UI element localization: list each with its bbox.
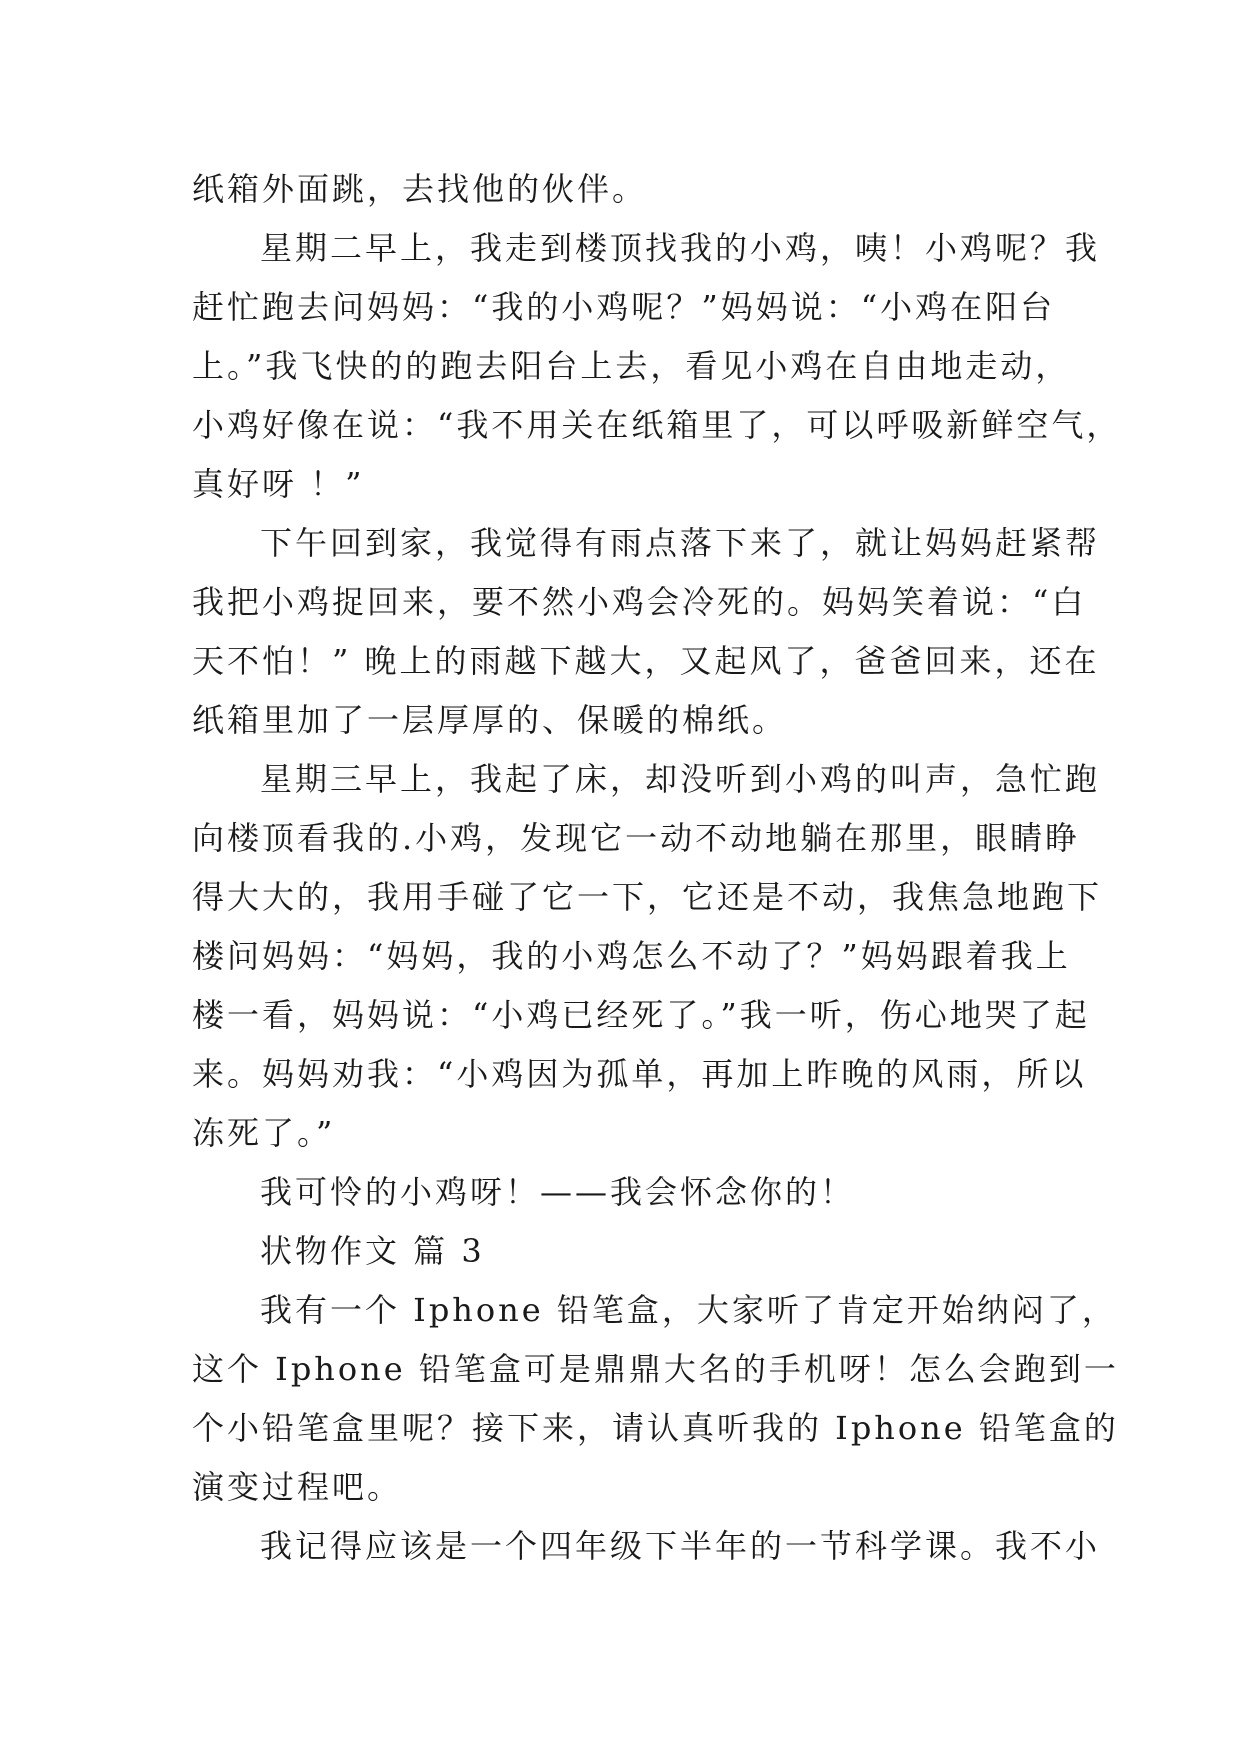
text-line: 这个 Iphone 铅笔盒可是鼎鼎大名的手机呀！怎么会跑到一: [192, 1350, 1119, 1388]
text-line: 星期三早上，我起了床，却没听到小鸡的叫声，急忙跑: [260, 760, 1101, 798]
text-line: 下午回到家，我觉得有雨点落下来了，就让妈妈赶紧帮: [260, 524, 1101, 562]
text-line: 状物作文 篇 3: [260, 1232, 485, 1270]
text-line: 得大大的，我用手碰了它一下，它还是不动，我焦急地跑下: [192, 878, 1103, 916]
text-line: 我有一个 Iphone 铅笔盒，大家听了肯定开始纳闷了，: [260, 1291, 1117, 1329]
text-line: 纸箱里加了一层厚厚的、保暖的棉纸。: [192, 701, 788, 739]
document-body: [192, 160, 1122, 1576]
text-line: 我可怜的小鸡呀！——我会怀念你的！: [260, 1173, 856, 1211]
text-line: 演变过程吧。: [192, 1468, 403, 1506]
text-line: 上。”我飞快的的跑去阳台上去，看见小鸡在自由地走动，: [192, 347, 1071, 385]
text-line: 楼一看，妈妈说：“小鸡已经死了。”我一听，伤心地哭了起: [192, 996, 1090, 1034]
text-line: 赶忙跑去问妈妈：“我的小鸡呢？”妈妈说：“小鸡在阳台: [192, 288, 1056, 326]
text-line: 向楼顶看我的.小鸡，发现它一动不动地躺在那里，眼睛睁: [192, 819, 1081, 857]
text-line: 个小铅笔盒里呢？接下来，请认真听我的 Iphone 铅笔盒的: [192, 1409, 1119, 1447]
text-line: 纸箱外面跳，去找他的伙伴。: [192, 170, 648, 208]
text-line: 来。妈妈劝我：“小鸡因为孤单，再加上昨晚的风雨，所以: [192, 1055, 1087, 1093]
text-line: 星期二早上，我走到楼顶找我的小鸡，咦！小鸡呢？我: [260, 229, 1101, 267]
text-line: 我记得应该是一个四年级下半年的一节科学课。我不小: [260, 1527, 1101, 1565]
text-line: 真好呀 ！”: [192, 465, 365, 503]
text-line: 天不怕！” 晚上的雨越下越大，又起风了，爸爸回来，还在: [192, 642, 1100, 680]
text-line: 小鸡好像在说：“我不用关在纸箱里了，可以呼吸新鲜空气，: [192, 406, 1122, 444]
text-line: 楼问妈妈：“妈妈，我的小鸡怎么不动了？”妈妈跟着我上: [192, 937, 1071, 975]
text-line: 冻死了。”: [192, 1114, 336, 1152]
text-line: 我把小鸡捉回来，要不然小鸡会冷死的。妈妈笑着说：“白: [192, 583, 1087, 621]
